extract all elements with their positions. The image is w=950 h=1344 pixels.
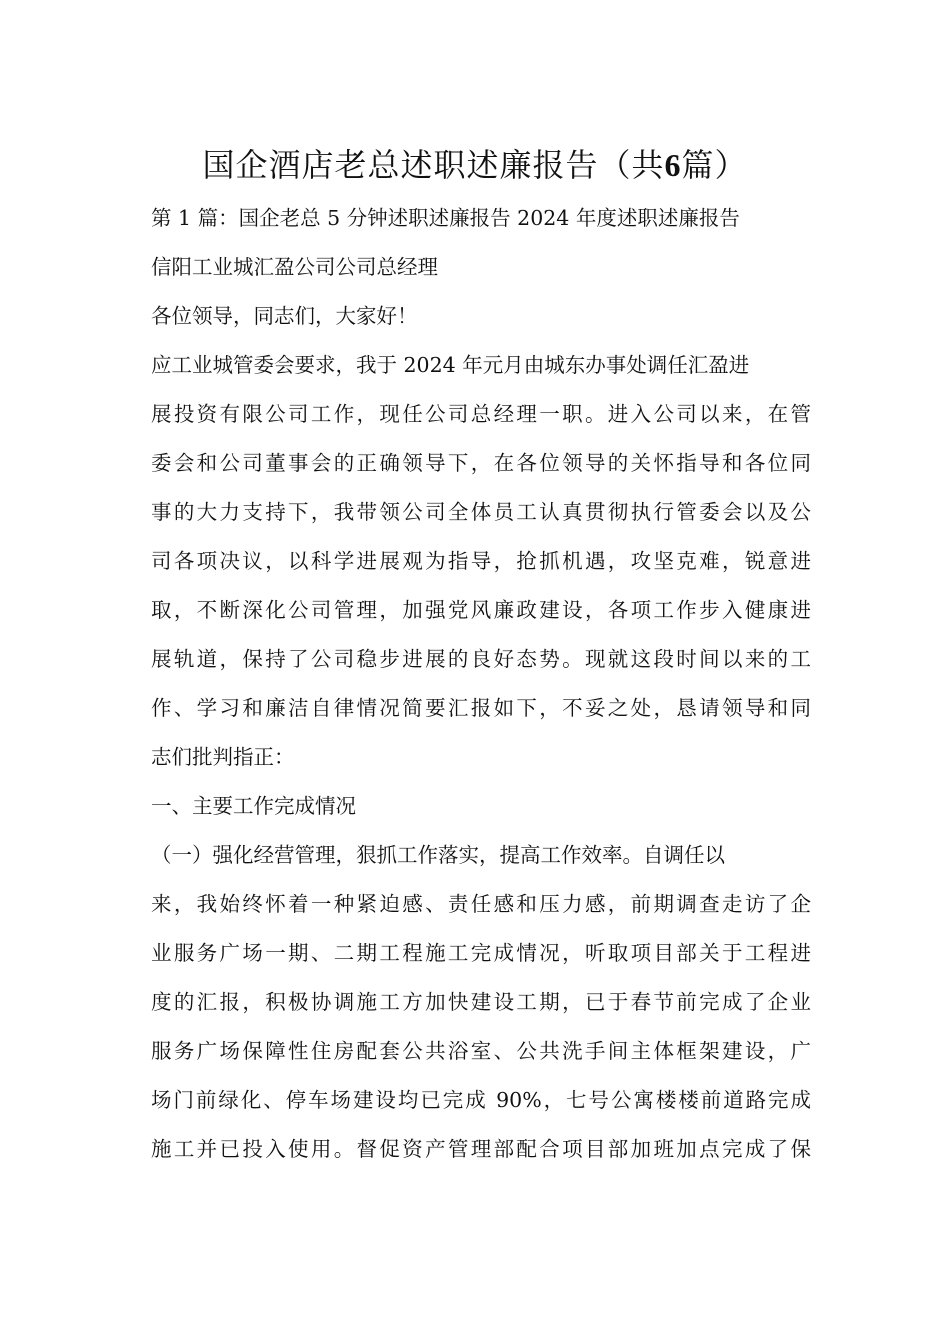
body-line: 展轨道，保持了公司稳步进展的良好态势。现就这段时间以来的工 xyxy=(151,647,811,671)
body-line: 业服务广场一期、二期工程施工完成情况，听取项目部关于工程进 xyxy=(151,941,811,965)
body-line: 信阳工业城汇盈公司公司总经理 xyxy=(151,255,438,279)
body-line: 服务广场保障性住房配套公共浴室、公共洗手间主体框架建设，广 xyxy=(151,1039,811,1063)
body-line: 志们批判指正： xyxy=(151,745,295,769)
body-line: 第 1 篇：国企老总 5 分钟述职述廉报告 2024 年度述职述廉报告 xyxy=(151,206,740,230)
title-suffix: 篇） xyxy=(681,146,748,185)
body-line: 司各项决议，以科学进展观为指导，抢抓机遇，攻坚克难，锐意进 xyxy=(151,549,811,573)
title-number: 6 xyxy=(664,147,682,184)
body-line: 取，不断深化公司管理，加强党风廉政建设，各项工作步入健康进 xyxy=(151,598,811,622)
document-title xyxy=(0,141,950,189)
body-line: 来，我始终怀着一种紧迫感、责任感和压力感，前期调查走访了企 xyxy=(151,892,811,916)
body-line: 展投资有限公司工作，现任公司总经理一职。进入公司以来，在管 xyxy=(151,402,811,426)
body-line: 应工业城管委会要求，我于 2024 年元月由城东办事处调任汇盈进 xyxy=(151,353,750,377)
document-body xyxy=(151,194,811,1174)
body-line: 事的大力支持下，我带领公司全体员工认真贯彻执行管委会以及公 xyxy=(151,500,811,524)
body-line: 度的汇报，积极协调施工方加快建设工期，已于春节前完成了企业 xyxy=(151,990,811,1014)
body-line: 场门前绿化、停车场建设均已完成 90%，七号公寓楼楼前道路完成 xyxy=(151,1088,811,1112)
body-line: 施工并已投入使用。督促资产管理部配合项目部加班加点完成了保 xyxy=(151,1137,811,1161)
body-line: 各位领导，同志们，大家好！ xyxy=(151,304,418,328)
title-prefix: 国企酒店老总述职述廉报告（共 xyxy=(202,146,665,185)
body-line: 委会和公司董事会的正确领导下，在各位领导的关怀指导和各位同 xyxy=(151,451,811,475)
body-line: （一）强化经营管理，狠抓工作落实，提高工作效率。自调任以 xyxy=(151,843,725,867)
body-line: 一、主要工作完成情况 xyxy=(151,794,356,818)
body-line: 作、学习和廉洁自律情况简要汇报如下，不妥之处，恳请领导和同 xyxy=(151,696,811,720)
